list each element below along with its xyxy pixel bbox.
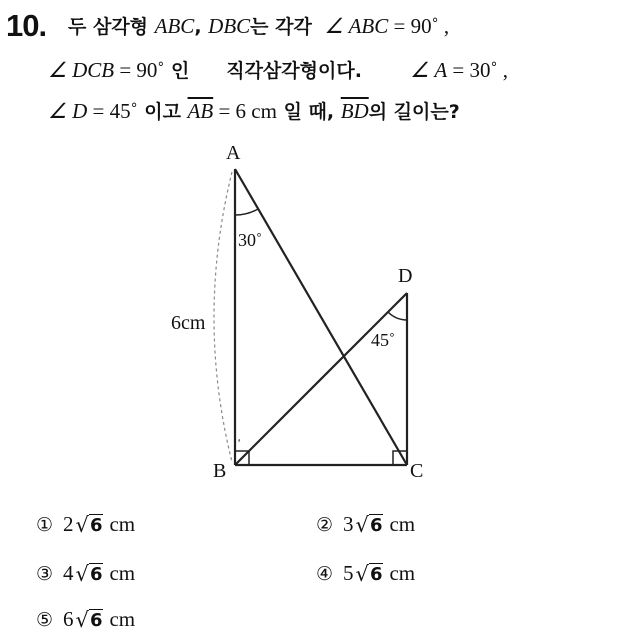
sqrt-icon: √ 6 [75, 512, 103, 537]
math: DBC [208, 14, 251, 38]
text: 인 [164, 60, 197, 82]
coefficient: 3 [343, 512, 354, 536]
radicand: 6 [89, 609, 103, 631]
angle-arc-A [235, 209, 258, 215]
radicand: 6 [369, 563, 383, 585]
math: ∠ ABC [324, 14, 389, 38]
sqrt-icon: √ 6 [75, 607, 103, 632]
label-D: D [398, 265, 413, 287]
choice-2[interactable] [316, 512, 415, 537]
unit: cm [109, 607, 136, 631]
choice-number: ② [316, 513, 334, 536]
text: 는 각각 [250, 16, 319, 38]
text: 이고 [137, 101, 188, 123]
choice-number: ③ [36, 562, 54, 585]
text: 일 때, [276, 101, 341, 123]
side-label-AB: 6cm [171, 312, 206, 334]
sqrt-icon: √ 6 [355, 561, 383, 586]
choice-number: ④ [316, 562, 334, 585]
angle-arc-D [388, 312, 407, 320]
label-B: B [213, 460, 227, 482]
math: = 30˚ , [447, 58, 508, 82]
segment-BD: $\overline{BD}$ [340, 99, 369, 123]
choice-number: ① [36, 513, 54, 536]
edge-AC [235, 169, 407, 465]
text: 의 길이는? [368, 101, 460, 123]
math: ∠ A [410, 58, 448, 82]
unit: cm [389, 561, 416, 585]
coefficient: 5 [343, 561, 354, 585]
unit: cm [109, 512, 136, 536]
ab-length-arc [214, 172, 232, 462]
radicand: 6 [89, 563, 103, 585]
radicand: 6 [89, 514, 103, 536]
angle-label-A: 30˚ [238, 230, 262, 250]
text: , [194, 16, 209, 38]
choice-1[interactable] [36, 512, 135, 537]
sqrt-icon: √ 6 [355, 512, 383, 537]
coefficient: 6 [63, 607, 74, 631]
choice-number: ⑤ [36, 608, 54, 631]
math: = 6 cm [213, 99, 277, 123]
segment-AB: $\overline{AB}$ [187, 99, 214, 123]
choice-3[interactable] [36, 561, 135, 586]
unit: cm [109, 561, 136, 585]
label-A: A [226, 142, 241, 164]
unit: cm [389, 512, 416, 536]
radicand: 6 [369, 514, 383, 536]
math: ABC [154, 14, 195, 38]
text: 두 삼각형 [68, 16, 155, 38]
sqrt-icon: √ 6 [75, 561, 103, 586]
math: = 90˚ , [388, 14, 450, 38]
label-C: C [410, 460, 424, 482]
choice-5[interactable] [36, 607, 135, 632]
coefficient: 2 [63, 512, 74, 536]
math: = 45˚ [87, 99, 138, 123]
math: ∠ DCB [48, 58, 115, 82]
text: 직각삼각형이다. [226, 60, 362, 82]
coefficient: 4 [63, 561, 74, 585]
angle-label-D: 45˚ [371, 330, 395, 350]
small-mark: ᵃ [238, 436, 241, 446]
math: = 90˚ [114, 58, 165, 82]
math: ∠ D [48, 99, 88, 123]
question-number: 10. [6, 8, 47, 43]
choice-4[interactable] [316, 561, 415, 586]
